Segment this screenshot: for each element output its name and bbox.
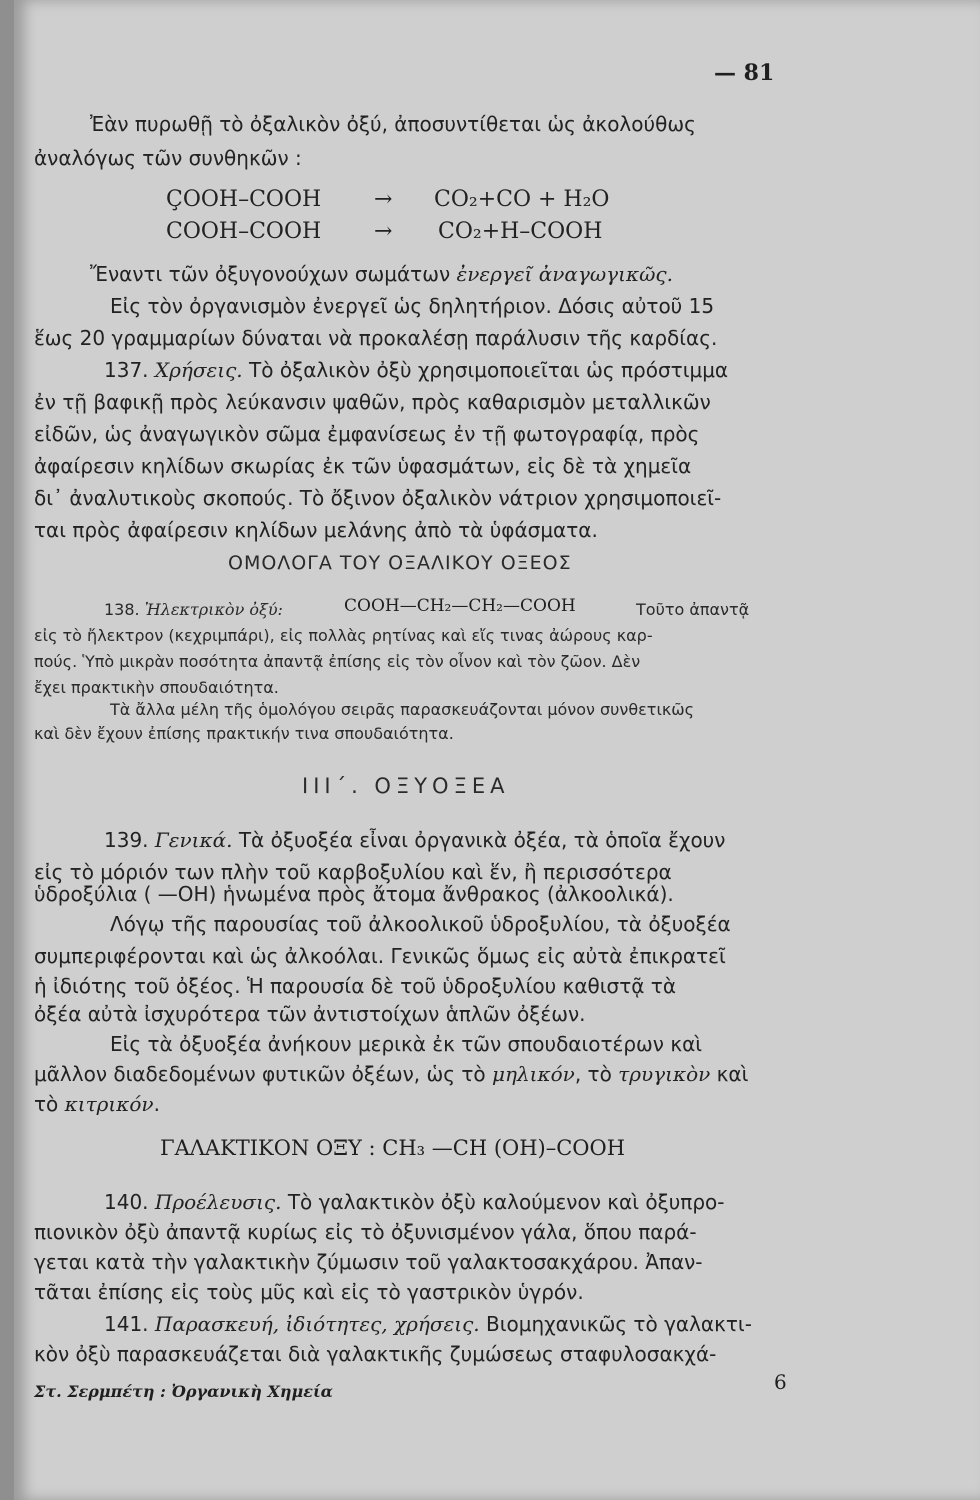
para-138-line-2: εἰς τὸ ἤλεκτρον (κεχριμπάρι), εἰς πολλὰς ρητίνας καὶ εἴς τινας ἀώρους καρ- — [34, 626, 653, 645]
para-139-title: Γενικά. — [154, 828, 233, 852]
para-140-line-4: τᾶται ἐπίσης εἰς τοὺς μῦς καὶ εἰς τὸ γαστρικὸν ὑγρόν. — [34, 1280, 584, 1304]
para-toxic-line-1-text: Ἔναντι τῶν ὀξυγονούχων σωμάτων — [90, 262, 457, 286]
heading-homologs: ΟΜΟΛΟΓΑ ΤΟΥ ΟΞΑΛΙΚΟΥ ΟΞΕΟΣ — [228, 552, 572, 574]
para-137-line-3: εἰδῶν, ὡς ἀναγωγικὸν σῶμα ἐμφανίσεως ἐν τῇ φωτογραφίᾳ, πρὸς — [34, 422, 700, 446]
para-139-line-1 — [104, 824, 725, 856]
para-139-line-10-a: τὸ — [34, 1092, 65, 1116]
para-138-title: Ἠλεκτρικὸν ὀξύ: — [144, 600, 283, 619]
para-139-line-9-e: καὶ — [710, 1062, 749, 1086]
para-139-line-8: Εἰς τὰ ὀξυοξέα ἀνήκουν μερικὰ ἐκ τῶν σπουδαιοτέρων καὶ — [110, 1032, 703, 1056]
para-138-line-1 — [104, 598, 283, 622]
para-137-line-6: ται πρὸς ἀφαίρεσιν κηλίδων μελάνης ἀπὸ τὰ ὑφάσματα. — [34, 518, 598, 542]
para-toxic-line-3: ἕως 20 γραμμαρίων δύναται νὰ προκαλέσῃ παράλυσιν τῆς καρδίας. — [34, 326, 718, 350]
para-137-line-4: ἀφαίρεσιν κηλίδων σκωρίας ἐκ τῶν ὑφασμάτων, εἰς δὲ τὰ χημεῖα — [34, 454, 692, 478]
para-137-number: 137. — [104, 358, 149, 382]
reaction-2-right: CO₂+H–COOH — [438, 219, 603, 244]
para-139-line-9-c: , τὸ — [574, 1062, 619, 1086]
para-141-title: Παρασκευή, ἰδιότητες, χρήσεις. — [154, 1312, 480, 1336]
document-page — [14, 0, 980, 1500]
para-139-malic: μηλικόν — [492, 1062, 575, 1086]
para-139-line-9-a: μᾶλλον διαδεδομένων φυτικῶν ὀξέων, ὡς τὸ — [34, 1062, 492, 1086]
para-139-number: 139. — [104, 828, 149, 852]
reaction-1-arrow: → — [374, 187, 393, 212]
para-140-line-3: γεται κατὰ τὴν γαλακτικὴν ζύμωσιν τοῦ γαλακτοσακχάρου. Ἀπαν- — [34, 1250, 703, 1274]
reaction-1-right: CO₂+CO + H₂O — [434, 187, 610, 212]
para-138-line-6: καὶ δὲν ἔχουν ἐπίσης πρακτικήν τινα σπουδαιότητα. — [34, 724, 454, 743]
para-139-line-3: ὑδροξύλια ( —OH) ἡνωμένα πρὸς ἄτομα ἄνθρακος (ἀλκοολικά). — [34, 882, 674, 906]
para-139-citric: κιτρικόν — [64, 1092, 154, 1116]
heading-oxyacids: ΙΙΙ΄. ΟΞΥΟΞΕΑ — [302, 774, 510, 798]
reaction-2-arrow: → — [374, 219, 393, 244]
para-139-line-4: Λόγῳ τῆς παρουσίας τοῦ ἀλκοολικοῦ ὑδροξυλίου, τὰ ὀξυοξέα — [110, 912, 731, 936]
para-toxic-line-1-emph: ἐνεργεῖ ἀναγωγικῶς. — [456, 262, 673, 286]
para-140-line-1 — [104, 1186, 725, 1218]
footer-author: Στ. Σερμπέτη : Ὀργανικὴ Χημεία — [34, 1382, 333, 1401]
para-139-line-10-c: . — [153, 1092, 160, 1116]
para-139-line-2: εἰς τὸ μόριόν των πλὴν τοῦ καρβοξυλίου καὶ ἕν, ἢ περισσότερα — [34, 860, 672, 884]
para-139-line-5: συμπεριφέρονται καὶ ὡς ἀλκοόλαι. Γενικῶς ὅμως εἰς αὐτὰ ἐπικρατεῖ — [34, 944, 726, 968]
para-138-formula: COOH—CH₂—CH₂—COOH — [344, 596, 576, 616]
para-137-line-1 — [104, 354, 728, 386]
para-137-line-5: δι᾽ ἀναλυτικοὺς σκοπούς. Τὸ ὄξινον ὀξαλικὸν νάτριον χρησιμοποιεῖ- — [34, 486, 722, 510]
para-139-text-1: Τὰ ὀξυοξέα εἶναι ὀργανικὰ ὀξέα, τὰ ὁποῖα ἔχουν — [238, 828, 726, 852]
para-140-line-2: πιονικὸν ὀξὺ ἀπαντᾷ κυρίως εἰς τὸ ὀξυνισμένον γάλα, ὅπου παρά- — [34, 1220, 697, 1244]
para-141-line-1 — [104, 1308, 752, 1340]
para-138-line-1-tail: Τοῦτο ἀπαντᾷ — [636, 600, 750, 619]
para-141-number: 141. — [104, 1312, 149, 1336]
intro-line-1: Ἐὰν πυρωθῇ τὸ ὀξαλικὸν ὀξύ, ἀποσυντίθεται ὡς ἀκολούθως — [90, 112, 696, 136]
para-toxic-line-1 — [90, 258, 673, 290]
para-139-line-7: ὀξέα αὐτὰ ἰσχυρότερα τῶν ἀντιστοίχων ἁπλῶν ὀξέων. — [34, 1002, 586, 1026]
page-number: — 81 — [714, 60, 775, 86]
para-138-line-3: πούς. Ὑπὸ μικρὰν ποσότητα ἀπαντᾷ ἐπίσης εἰς τὸν οἶνον καὶ τὸν ζῶον. Δὲν — [34, 652, 641, 671]
para-140-text-1: Τὸ γαλακτικὸν ὀξὺ καλούμενον καὶ ὀξυπρο- — [287, 1190, 725, 1214]
para-139-line-6: ἡ ἰδιότης τοῦ ὀξέος. Ἡ παρουσία δὲ τοῦ ὑδροξυλίου καθιστᾷ τὰ — [34, 974, 677, 998]
para-138-line-5: Τὰ ἄλλα μέλη τῆς ὁμολόγου σειρᾶς παρασκευάζονται μόνον συνθετικῶς — [110, 700, 695, 719]
para-140-number: 140. — [104, 1190, 149, 1214]
para-137-text-1: Τὸ ὀξαλικὸν ὀξὺ χρησιμοποιεῖται ὡς πρόστιμμα — [249, 358, 729, 382]
reaction-2-left: COOH–COOH — [166, 219, 322, 244]
footer-signature: 6 — [774, 1370, 787, 1394]
para-139-tartaric: τρυγικὸν — [618, 1062, 711, 1086]
para-139-line-10 — [34, 1088, 160, 1120]
para-138-line-4: ἔχει πρακτικὴν σπουδαιότητα. — [34, 678, 279, 697]
para-141-text-1: Βιομηχανικῶς τὸ γαλακτι- — [486, 1312, 752, 1336]
intro-line-2: ἀναλόγως τῶν συνθηκῶν : — [34, 146, 302, 170]
para-137-line-2: ἐν τῇ βαφικῇ πρὸς λεύκανσιν ψαθῶν, πρὸς καθαρισμὸν μεταλλικῶν — [34, 390, 711, 414]
heading-lactic-acid: ΓΑΛΑΚΤΙΚΟΝ ΟΞΥ : CH₃ —CH (OH)–COOH — [160, 1136, 626, 1160]
para-138-number: 138. — [104, 600, 140, 619]
para-137-title: Χρήσεις. — [154, 358, 243, 382]
para-140-title: Προέλευσις. — [154, 1190, 282, 1214]
para-141-line-2: κὸν ὀξὺ παρασκευάζεται διὰ γαλακτικῆς ζυμώσεως σταφυλοσακχά- — [34, 1342, 717, 1366]
reaction-1-left: ÇOOH–COOH — [166, 187, 322, 212]
para-toxic-line-2: Εἰς τὸν ὀργανισμὸν ἐνεργεῖ ὡς δηλητήριον. Δόσις αὐτοῦ 15 — [110, 294, 715, 318]
para-139-line-9 — [34, 1058, 748, 1090]
